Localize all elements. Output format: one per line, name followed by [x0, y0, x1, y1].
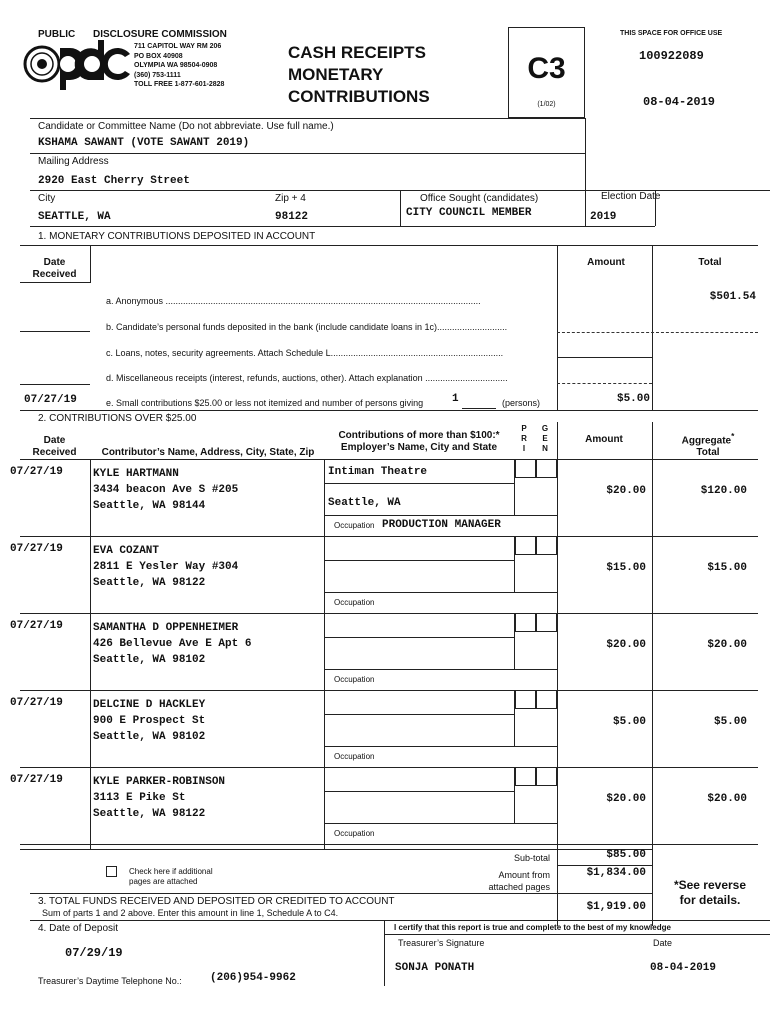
- employer-name: Intiman Theatre: [328, 466, 428, 478]
- contributor-address: 3434 beacon Ave S #205: [93, 484, 239, 496]
- rule: [20, 410, 758, 411]
- rule: [324, 714, 514, 715]
- s1-total-header: Total: [698, 257, 722, 268]
- general-checkbox[interactable]: [536, 613, 557, 632]
- contributor-city: Seattle, WA 98144: [93, 500, 206, 512]
- s2-aggregate-header: Aggregate* Total: [681, 431, 735, 459]
- contribution-date: 07/27/19: [10, 697, 63, 709]
- contributor-info: [93, 466, 238, 514]
- s1-small-date: 07/27/19: [24, 394, 77, 406]
- rule: [90, 459, 91, 849]
- section4-title: 4. Date of Deposit: [38, 923, 119, 934]
- form-code: C3: [527, 52, 566, 85]
- zip-value: 98122: [275, 211, 309, 223]
- mailing-address-label: Mailing Address: [38, 156, 109, 167]
- aggregate-total: $20.00: [707, 793, 747, 805]
- contributor-name: DELCINE D HACKLEY: [93, 699, 206, 711]
- s1-line-e: e. Small contributions $25.00 or less not itemized and number of persons giving: [106, 398, 424, 408]
- rule: [324, 592, 557, 593]
- contribution-amount: $20.00: [606, 793, 646, 805]
- attached-pages-amount: $1,834.00: [586, 867, 646, 879]
- occupation-label: Occupation: [334, 752, 375, 761]
- rule: [324, 560, 514, 561]
- rule: [557, 245, 558, 411]
- contribution-date: 07/27/19: [10, 774, 63, 786]
- s2-date-header: Date Received: [32, 435, 77, 458]
- city-label: City: [38, 193, 56, 204]
- general-checkbox[interactable]: [536, 767, 557, 786]
- rule: [655, 190, 656, 226]
- rule: [30, 920, 770, 921]
- rule: [324, 746, 557, 747]
- s1-date-header: Date Received: [32, 257, 77, 280]
- election-date: 2019: [590, 211, 617, 223]
- agency-address: 711 CAPITOL WAY RM 206 PO BOX 40908 OLYMPIA WA 98504-0908 (360) 753-1111 TOLL FREE 1-877-601-2828: [134, 43, 225, 88]
- additional-pages-label: Check here if additional pages are attached: [129, 867, 213, 886]
- rule: [400, 190, 401, 226]
- contributor-info: [93, 697, 205, 745]
- rule: [324, 823, 557, 824]
- form-title: CASH RECEIPTS MONETARY CONTRIBUTIONS: [288, 43, 430, 106]
- s1-amount-header: Amount: [587, 257, 625, 268]
- rule: [20, 282, 90, 283]
- primary-checkbox[interactable]: [515, 690, 536, 709]
- contributor-info: [93, 620, 251, 668]
- aggregate-total: $5.00: [713, 716, 747, 728]
- office-date: 08-04-2019: [643, 95, 716, 109]
- mailing-address: 2920 East Cherry Street: [38, 175, 190, 187]
- rule: [324, 637, 514, 638]
- primary-checkbox[interactable]: [515, 459, 536, 478]
- rule: [20, 536, 758, 537]
- office-sought-label: Office Sought (candidates): [420, 193, 539, 204]
- rule: [20, 331, 90, 332]
- occupation-label: Occupation: [334, 521, 375, 530]
- rule: [652, 245, 653, 411]
- rule: [652, 422, 653, 926]
- s1-persons-count: 1: [452, 393, 459, 405]
- s1-line-c: c. Loans, notes, security agreements. Attach Schedule L.....................................................................: [106, 348, 504, 358]
- office-id: 100922089: [639, 49, 704, 63]
- contributor-info: [93, 774, 225, 822]
- rule: [462, 408, 496, 409]
- aggregate-total: $20.00: [707, 639, 747, 651]
- signature-label: Treasurer’s Signature: [398, 938, 485, 948]
- additional-pages-checkbox[interactable]: [106, 866, 117, 877]
- rule: [384, 920, 385, 986]
- s2-primary-header: P R I: [521, 424, 527, 453]
- s1-small-amount: $5.00: [616, 393, 650, 405]
- election-date-label: Election Date: [601, 191, 661, 202]
- rule: [514, 536, 515, 592]
- contribution-amount: $15.00: [606, 562, 646, 574]
- s2-amount-header: Amount: [585, 434, 623, 445]
- occupation-label: Occupation: [334, 675, 375, 684]
- rule: [557, 383, 652, 384]
- subtotal-label: Sub-total: [513, 853, 550, 863]
- rule: [20, 767, 758, 768]
- rule: [20, 613, 758, 614]
- contributor-city: Seattle, WA 98102: [93, 654, 206, 666]
- occupation-label: Occupation: [334, 598, 375, 607]
- rule: [20, 690, 758, 691]
- contribution-date: 07/27/19: [10, 620, 63, 632]
- rule: [557, 865, 652, 866]
- rule: [20, 844, 758, 845]
- contribution-date: 07/27/19: [10, 466, 63, 478]
- contributor-city: Seattle, WA 98122: [93, 808, 206, 820]
- aggregate-total: $120.00: [700, 485, 747, 497]
- rule: [514, 459, 515, 515]
- pdc-logo: [22, 40, 132, 90]
- contributor-name: KYLE PARKER-ROBINSON: [93, 776, 226, 788]
- primary-checkbox[interactable]: [515, 613, 536, 632]
- rule: [324, 515, 557, 516]
- section3-title: 3. TOTAL FUNDS RECEIVED AND DEPOSITED OR CREDITED TO ACCOUNT: [38, 896, 395, 907]
- agency-label-public: PUBLIC: [38, 29, 76, 40]
- agency-label-commission: DISCLOSURE COMMISSION: [93, 29, 227, 40]
- occupation-label: Occupation: [334, 829, 375, 838]
- s1-line-a: a. Anonymous ..............................................................................................................................: [106, 296, 481, 306]
- contributor-city: Seattle, WA 98102: [93, 731, 206, 743]
- sign-date: 08-04-2019: [650, 962, 717, 974]
- rule: [324, 791, 514, 792]
- office-sought: CITY COUNCIL MEMBER: [406, 207, 532, 219]
- rule: [324, 483, 514, 484]
- rule: [557, 357, 652, 358]
- section1-title: 1. MONETARY CONTRIBUTIONS DEPOSITED IN ACCOUNT: [38, 231, 316, 242]
- contributor-name: KYLE HARTMANN: [93, 468, 179, 480]
- s2-contributor-header: Contributor’s Name, Address, City, State, Zip: [101, 447, 315, 458]
- s2-employer-header: Contributions of more than $100:* Employer’s Name, City and State: [338, 430, 500, 453]
- contribution-date: 07/27/19: [10, 543, 63, 555]
- section2-title: 2. CONTRIBUTIONS OVER $25.00: [38, 413, 197, 424]
- contributor-address: 426 Bellevue Ave E Apt 6: [93, 638, 252, 650]
- general-checkbox[interactable]: [536, 536, 557, 555]
- form-revision: (1/02): [537, 101, 556, 108]
- section3-note: Sum of parts 1 and 2 above. Enter this amount in line 1, Schedule A to C4.: [42, 908, 339, 918]
- contributor-name: SAMANTHA D OPPENHEIMER: [93, 622, 239, 634]
- city-value: SEATTLE, WA: [38, 211, 111, 223]
- aggregate-total: $15.00: [707, 562, 747, 574]
- zip-label: Zip + 4: [275, 193, 306, 204]
- rule: [30, 153, 585, 154]
- contribution-amount: $5.00: [612, 716, 646, 728]
- contribution-amount: $20.00: [606, 485, 646, 497]
- rule: [90, 245, 91, 283]
- total-funds-amount: $1,919.00: [586, 901, 646, 913]
- contributor-address: 2811 E Yesler Way #304: [93, 561, 239, 573]
- rule: [384, 934, 770, 935]
- s1-anonymous-total: $501.54: [709, 291, 756, 303]
- rule: [557, 332, 758, 333]
- rule: [585, 118, 586, 226]
- employer-city: Seattle, WA: [328, 497, 401, 509]
- primary-checkbox[interactable]: [515, 536, 536, 555]
- office-use-label: THIS SPACE FOR OFFICE USE: [620, 30, 723, 37]
- s1-persons-label: (persons): [502, 398, 541, 408]
- see-reverse-note: *See reverse for details.: [673, 878, 747, 907]
- s2-general-header: G E N: [541, 424, 549, 453]
- s1-line-d: d. Miscellaneous receipts (interest, refunds, auctions, other). Attach explanation .................................: [106, 373, 508, 383]
- rule: [30, 118, 585, 119]
- contributor-name: EVA COZANT: [93, 545, 160, 557]
- rule: [514, 767, 515, 823]
- treasurer-phone: (206)954-9962: [210, 972, 296, 984]
- rule: [20, 459, 758, 460]
- rule: [20, 384, 90, 385]
- attached-pages-label: Amount from attached pages: [488, 870, 550, 892]
- contribution-amount: $20.00: [606, 639, 646, 651]
- certify-statement: I certify that this report is true and complete to the best of my knowledge: [394, 923, 671, 932]
- rule: [514, 690, 515, 746]
- rule: [324, 669, 557, 670]
- candidate-name-label: Candidate or Committee Name (Do not abbreviate. Use full name.): [38, 121, 334, 132]
- rule: [20, 245, 758, 246]
- contributor-city: Seattle, WA 98122: [93, 577, 206, 589]
- primary-checkbox[interactable]: [515, 767, 536, 786]
- contributor-address: 900 E Prospect St: [93, 715, 206, 727]
- sign-date-label: Date: [653, 938, 673, 948]
- candidate-name: KSHAMA SAWANT (VOTE SAWANT 2019): [38, 137, 250, 149]
- rule: [514, 613, 515, 669]
- s1-line-b: b. Candidate’s personal funds deposited in the bank (include candidate loans in 1c)............................: [106, 322, 508, 332]
- general-checkbox[interactable]: [536, 690, 557, 709]
- rule: [557, 422, 558, 926]
- subtotal-amount: $85.00: [606, 849, 646, 861]
- general-checkbox[interactable]: [536, 459, 557, 478]
- rule: [20, 849, 652, 850]
- rule: [30, 226, 655, 227]
- phone-label: Treasurer’s Daytime Telephone No.:: [38, 976, 182, 986]
- contributor-address: 3113 E Pike St: [93, 792, 186, 804]
- deposit-date: 07/29/19: [65, 946, 123, 960]
- rule: [30, 893, 652, 894]
- occupation-value: PRODUCTION MANAGER: [382, 519, 501, 531]
- treasurer-signature: SONJA PONATH: [395, 962, 475, 974]
- contributor-info: [93, 543, 238, 591]
